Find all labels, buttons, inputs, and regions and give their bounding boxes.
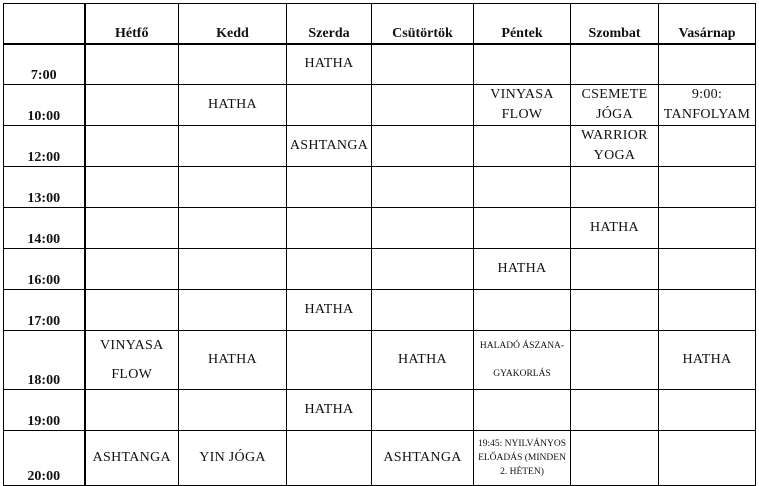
class-label-line: 19:45: NYILVÁNYOS [477,439,567,449]
class-cell: HATHA [571,208,659,249]
empty-cell [372,390,474,431]
empty-cell [571,290,659,331]
empty-cell [659,167,756,208]
empty-cell [85,208,179,249]
class-cell [474,85,571,126]
time-cell: 7:00 [4,44,85,85]
class-cell [571,126,659,167]
empty-cell [372,208,474,249]
schedule-row [4,431,756,486]
class-label-line: GYAKORLÁS [493,369,551,379]
time-cell: 20:00 [4,431,85,486]
schedule-row [4,44,756,85]
empty-cell [287,249,372,290]
empty-cell [85,290,179,331]
empty-cell [372,290,474,331]
class-label-line: JÓGA [596,107,633,122]
empty-cell [474,44,571,85]
schedule-row [4,290,756,331]
empty-cell [571,44,659,85]
class-cell [474,431,571,486]
empty-cell [571,167,659,208]
empty-cell [372,126,474,167]
schedule-row [4,390,756,431]
class-cell [659,85,756,126]
time-cell: 17:00 [4,290,85,331]
class-cell: HATHA [179,331,287,390]
class-cell [474,331,571,390]
day-header: Hétfő [85,4,179,44]
class-label-line: 9:00: [691,87,723,102]
empty-cell [179,126,287,167]
class-label-line: VINYASA [490,87,554,102]
class-label-line: HALADÓ ÁSZANA- [479,341,565,351]
empty-cell [474,126,571,167]
class-cell: HATHA [659,331,756,390]
empty-cell [372,44,474,85]
class-cell: HATHA [287,290,372,331]
time-cell: 14:00 [4,208,85,249]
time-cell: 12:00 [4,126,85,167]
empty-cell [571,431,659,486]
time-cell: 10:00 [4,85,85,126]
empty-cell [85,167,179,208]
empty-cell [659,126,756,167]
empty-cell [85,390,179,431]
empty-cell [474,390,571,431]
class-label-line: FLOW [111,367,153,382]
empty-cell [85,249,179,290]
empty-cell [287,85,372,126]
schedule-row [4,331,756,390]
empty-cell [179,208,287,249]
day-header: Szerda [287,4,372,44]
schedule-row [4,167,756,208]
class-label-line: YOGA [593,148,636,163]
empty-cell [287,331,372,390]
empty-cell [287,208,372,249]
empty-cell [179,167,287,208]
schedule-table [3,3,756,486]
class-cell: ASHTANGA [372,431,474,486]
class-cell: HATHA [372,331,474,390]
day-header: Vasárnap [659,4,756,44]
time-cell: 18:00 [4,331,85,390]
empty-cell [179,390,287,431]
day-header: Csütörtök [372,4,474,44]
class-label-line: ELŐADÁS (MINDEN [478,453,566,463]
empty-cell [659,44,756,85]
empty-cell [474,167,571,208]
class-label-line: CSEMETE [581,87,648,102]
day-header: Kedd [179,4,287,44]
empty-cell [287,167,372,208]
class-cell: HATHA [287,44,372,85]
empty-cell [659,431,756,486]
empty-cell [85,44,179,85]
class-cell [571,85,659,126]
empty-cell [659,390,756,431]
class-label-line: 2. HÉTEN) [500,467,544,477]
empty-cell [85,126,179,167]
corner-cell [4,4,85,44]
schedule-row [4,126,756,167]
empty-cell [287,431,372,486]
empty-cell [659,208,756,249]
class-cell: YIN JÓGA [179,431,287,486]
empty-cell [474,290,571,331]
schedule-row [4,85,756,126]
schedule-row [4,249,756,290]
time-cell: 16:00 [4,249,85,290]
class-cell [85,331,179,390]
empty-cell [85,85,179,126]
class-cell: HATHA [287,390,372,431]
empty-cell [474,208,571,249]
empty-cell [372,167,474,208]
empty-cell [179,290,287,331]
class-label-line: TANFOLYAM [663,107,751,122]
empty-cell [372,85,474,126]
day-header: Péntek [474,4,571,44]
class-label-line: VINYASA [99,338,164,353]
class-cell: ASHTANGA [85,431,179,486]
empty-cell [571,249,659,290]
header-row [4,4,756,44]
schedule-row [4,208,756,249]
class-label-line: FLOW [501,107,543,122]
empty-cell [179,249,287,290]
class-cell: HATHA [179,85,287,126]
empty-cell [372,249,474,290]
empty-cell [659,290,756,331]
empty-cell [571,390,659,431]
class-cell: ASHTANGA [287,126,372,167]
class-cell: HATHA [474,249,571,290]
empty-cell [659,249,756,290]
empty-cell [179,44,287,85]
day-header: Szombat [571,4,659,44]
class-label-line: WARRIOR [581,128,648,143]
time-cell: 13:00 [4,167,85,208]
empty-cell [571,331,659,390]
time-cell: 19:00 [4,390,85,431]
